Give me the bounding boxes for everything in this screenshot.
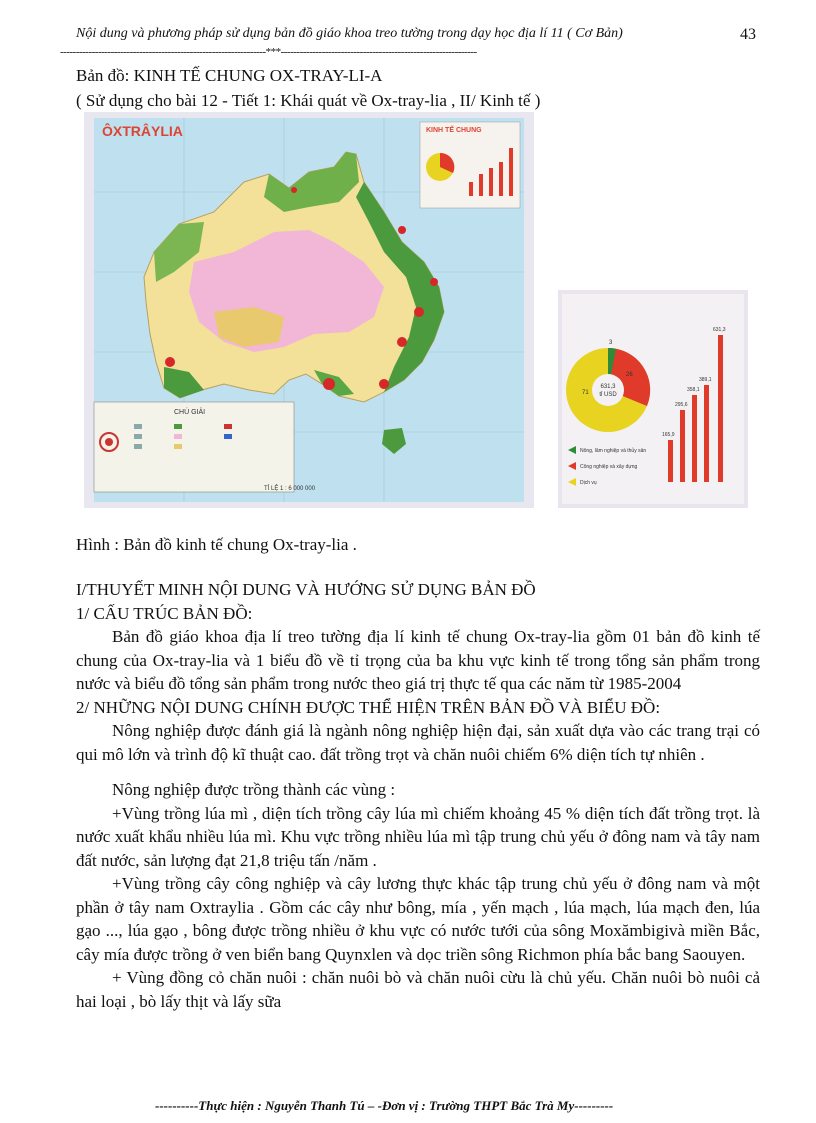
bar-3 bbox=[692, 395, 697, 482]
bar-label-4: 389,1 bbox=[699, 377, 712, 383]
paragraph-structure: Bản đồ giáo khoa địa lí treo tường địa lí kinh tế chung Ox-tray-lia gồm 01 bản đồ kinh tế chung của Ox-tray-lia và 1 biểu đồ về tỉ trọng của ba khu vực kinh tế trong tổng sản phẩm trong nước và biểu đồ tổng sản phẩm trong nước theo giá trị thực tế qua các năm từ 1985-2004 bbox=[76, 627, 760, 693]
pie-center-unit: tỉ USD bbox=[599, 392, 617, 398]
bar-2 bbox=[680, 410, 685, 482]
bar-label-1: 165,9 bbox=[662, 432, 675, 438]
section-heading-1: I/THUYẾT MINH NỘI DUNG VÀ HƯỚNG SỬ DỤNG BẢN ĐỒ bbox=[76, 580, 536, 599]
inset-legend-title: KINH TẾ CHUNG bbox=[426, 127, 482, 134]
pie-label-industry: 26 bbox=[626, 372, 633, 378]
gdp-structure-chart-image bbox=[558, 290, 748, 508]
legend-service: Dịch vụ bbox=[580, 480, 597, 486]
header-rule: -----------------------------------------------------------------***-------------------------------------------------------------- bbox=[60, 46, 477, 58]
map-usage-note: ( Sử dụng cho bài 12 - Tiết 1: Khái quát về Ox-tray-lia , II/ Kinh tế ) bbox=[76, 91, 541, 110]
paragraph-regions: Nông nghiệp được trồng thành các vùng : bbox=[112, 780, 396, 799]
map-title: Bản đồ: KINH TẾ CHUNG OX-TRAY-LI-A bbox=[76, 66, 383, 85]
page-number: 43 bbox=[740, 26, 756, 43]
paragraph-industrial-crops: +Vùng trồng cây công nghiệp và cây lương thực khác tập trung chủ yếu ở đông nam và một phần ở tây nam Oxtraylia . Gồm các cây như bông, mía , yến mạch , lúa mạch, lúa mạch đen, lúa gạo ..., lúa gạo , bông được trồng nhiều ở khu vực có nước tưới của sông Moxămbigivà miền Bắc, cây mía được trồng ở ven biển bang Quynxlen và dọc triền sông Richmon phía bắc bang Saouyen. bbox=[76, 874, 760, 964]
legend-agri: Nông, lâm nghiệp và thủy sản bbox=[580, 448, 647, 454]
paragraph-agriculture: Nông nghiệp được đánh giá là ngành nông nghiệp hiện đại, sản xuất dựa vào các trang trại có qui mô lớn và trình độ kĩ thuật cao. đất trồng trọt và chăn nuôi chiếm 6% diện tích tự nhiên . bbox=[76, 721, 760, 764]
running-footer: ----------Thực hiện : Nguyễn Thanh Tú – -Đơn vị : Trường THPT Bắc Trà My--------- bbox=[155, 1098, 614, 1113]
bar-label-3: 358,1 bbox=[687, 387, 700, 393]
pie-label-agri: 3 bbox=[609, 340, 613, 346]
figure-caption: Hình : Bản đồ kinh tế chung Ox-tray-lia . bbox=[76, 535, 357, 554]
bar-label-2: 295,6 bbox=[675, 402, 688, 408]
australia-economic-map-image bbox=[84, 112, 534, 508]
subheading-structure: 1/ CẤU TRÚC BẢN ĐỒ: bbox=[76, 603, 253, 623]
map-scale: TỈ LỆ 1 : 6 000 000 bbox=[264, 486, 316, 492]
map-legend-title: CHÚ GIẢI bbox=[174, 409, 206, 416]
paragraph-wheat: +Vùng trồng lúa mì , diện tích trồng cây lúa mì chiếm khoảng 45 % diện tích đất trồng trọt. là nước xuất khẩu nhiều lúa mì. Khu vực trồng nhiều lúa mì tập trung chủ yếu ở đông nam và tây nam đất nước, sản lượng đạt 21,8 triệu tấn /năm . bbox=[76, 803, 760, 870]
bar-1 bbox=[668, 440, 673, 482]
running-header: Nội dung và phương pháp sử dụng bản đồ giáo khoa treo tường trong dạy học địa lí 11 ( Cơ Bản) bbox=[76, 26, 623, 41]
body-text bbox=[76, 578, 760, 1013]
bar-5 bbox=[718, 335, 723, 482]
map-label: ÔXTRÂYLIA bbox=[102, 123, 183, 139]
pie-label-service: 71 bbox=[582, 390, 589, 396]
subheading-main-content: 2/ NHỮNG NỘI DUNG CHÍNH ĐƯỢC THỂ HIỆN TRÊN BẢN ĐỒ VÀ BIỂU ĐỒ: bbox=[76, 697, 661, 717]
pie-center-value: 631,3 bbox=[600, 384, 616, 390]
bar-4 bbox=[704, 385, 709, 482]
paragraph-livestock: + Vùng đồng cỏ chăn nuôi : chăn nuôi bò và chăn nuôi cừu là chủ yếu. Chăn nuôi bò nuôi cả hai loại , bò lấy thịt và lấy sữa bbox=[76, 968, 760, 1011]
legend-industry: Công nghiệp và xây dựng bbox=[580, 464, 638, 470]
bar-label-5: 631,3 bbox=[713, 327, 726, 333]
